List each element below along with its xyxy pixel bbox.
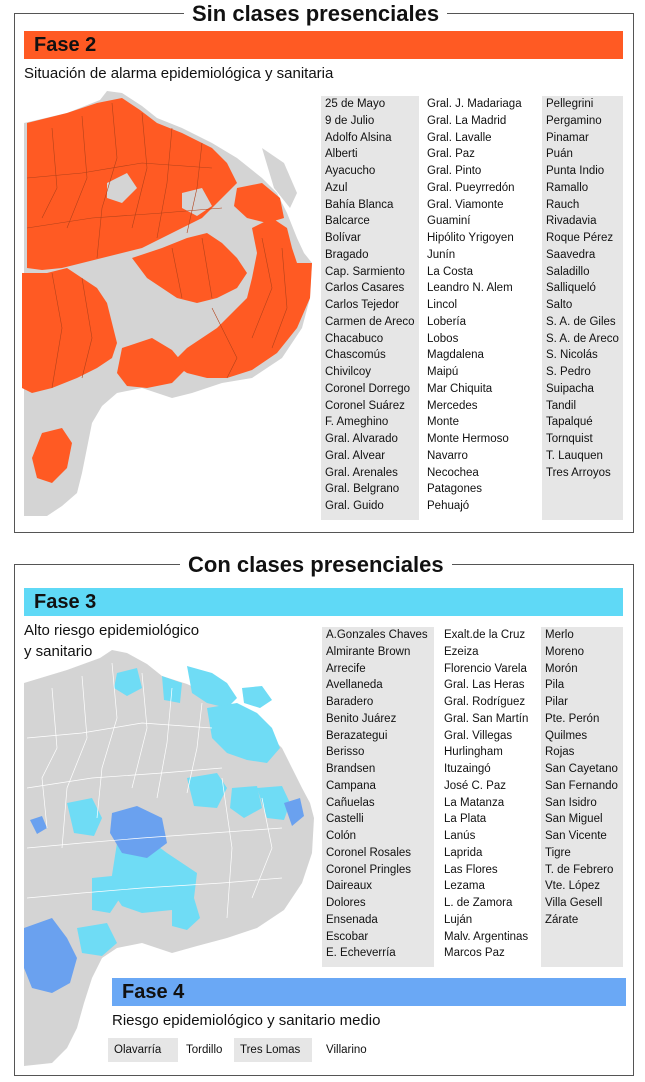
district-item: Cap. Sarmiento bbox=[325, 265, 405, 278]
fase2-label: Fase 2 bbox=[34, 34, 97, 56]
district-item: Pehuajó bbox=[427, 500, 470, 512]
district-item: Gral. San Martín bbox=[444, 712, 529, 725]
district-item: Monte Hermoso bbox=[427, 433, 509, 445]
district-item: Benito Juárez bbox=[326, 712, 397, 725]
district-item: San Vicente bbox=[545, 830, 607, 842]
district-item: Villa Gesell bbox=[545, 897, 603, 909]
district-item: Gral. Villegas bbox=[444, 729, 513, 742]
district-item: Berazategui bbox=[326, 729, 388, 742]
district-item: Merlo bbox=[545, 629, 574, 641]
district-item: Bragado bbox=[325, 248, 369, 261]
district-item: Mercedes bbox=[427, 399, 478, 412]
district-item: Bahía Blanca bbox=[325, 198, 394, 211]
district-item: Maipú bbox=[427, 366, 459, 378]
district-item: Berisso bbox=[326, 746, 365, 759]
district-item: José C. Paz bbox=[444, 779, 506, 792]
district-item: Campana bbox=[326, 779, 376, 792]
district-item: Gral. Las Heras bbox=[444, 679, 525, 692]
district-item: La Matanza bbox=[444, 796, 505, 809]
district-item: Gral. Pinto bbox=[427, 165, 482, 177]
fase3-subtitle-line1: Alto riesgo epidemiológico bbox=[24, 622, 200, 639]
district-item: Suipacha bbox=[546, 382, 594, 395]
fase2-bar bbox=[24, 31, 623, 59]
district-item: Azul bbox=[325, 181, 348, 194]
district-item: Adolfo Alsina bbox=[325, 131, 392, 144]
fase2-map bbox=[22, 88, 322, 518]
district-item: Pergamino bbox=[546, 114, 602, 127]
district-item: Necochea bbox=[427, 466, 479, 479]
district-item: Malv. Argentinas bbox=[444, 930, 529, 943]
district-item: Exalt.de la Cruz bbox=[444, 629, 526, 641]
district-item: Quilmes bbox=[545, 729, 588, 742]
district-item: Gral. Guido bbox=[325, 500, 384, 512]
district-item: S. A. de Giles bbox=[546, 315, 616, 328]
district-item: Lobos bbox=[427, 332, 459, 345]
district-item: Tigre bbox=[545, 846, 571, 859]
district-item: 25 de Mayo bbox=[325, 98, 386, 110]
district-item: Ensenada bbox=[326, 913, 378, 926]
district-item: San Fernando bbox=[545, 779, 618, 792]
fase3-label: Fase 3 bbox=[34, 591, 97, 613]
district-item: Pellegrini bbox=[546, 98, 594, 110]
district-item: Gral. Belgrano bbox=[325, 483, 400, 496]
district-item: La Costa bbox=[427, 265, 474, 278]
district-item: Gral. Arenales bbox=[325, 466, 398, 479]
district-item: Coronel Rosales bbox=[326, 846, 412, 859]
fase2-col-2 bbox=[423, 96, 539, 520]
district-item: L. de Zamora bbox=[444, 897, 513, 909]
district-item: La Plata bbox=[444, 813, 487, 826]
district-item: A.Gonzales Chaves bbox=[326, 629, 428, 641]
district-item: Cañuelas bbox=[326, 796, 375, 809]
district-item: Gral. Pueyrredón bbox=[427, 181, 515, 194]
bottom-panel-title: Con clases presenciales bbox=[180, 551, 452, 579]
district-item: Chacabuco bbox=[325, 332, 384, 345]
district-item: Marcos Paz bbox=[444, 947, 505, 960]
fase3-subtitle-line2: y sanitario bbox=[24, 643, 93, 660]
district-item: S. Pedro bbox=[546, 366, 591, 378]
district-item: Pte. Perón bbox=[545, 712, 600, 725]
district-item: Castelli bbox=[326, 813, 364, 826]
district-item: Balcarce bbox=[325, 215, 370, 228]
district-item: Gral. Viamonte bbox=[427, 198, 504, 211]
fase2-col-1 bbox=[321, 96, 419, 520]
fase4-item: Villarino bbox=[326, 1044, 367, 1056]
district-item: Morón bbox=[545, 662, 578, 675]
district-item: Dolores bbox=[326, 897, 366, 909]
district-item: Pinamar bbox=[546, 131, 589, 144]
district-item: Leandro N. Alem bbox=[427, 282, 513, 295]
fase4-item: Olavarría bbox=[108, 1038, 178, 1062]
district-item: Escobar bbox=[326, 930, 369, 943]
fase3-bar bbox=[24, 588, 623, 616]
district-item: Puán bbox=[546, 148, 573, 161]
district-item: Hurlingham bbox=[444, 746, 503, 759]
district-item: Navarro bbox=[427, 449, 468, 462]
district-item: S. Nicolás bbox=[546, 349, 598, 362]
district-item: Coronel Dorrego bbox=[325, 382, 411, 395]
fase4-subtitle: Riesgo epidemiológico y sanitario medio bbox=[112, 1012, 381, 1029]
district-item: Monte bbox=[427, 416, 459, 429]
district-item: Lezama bbox=[444, 880, 485, 893]
district-item: Bolívar bbox=[325, 232, 361, 244]
district-item: Zárate bbox=[545, 913, 579, 926]
district-item: Rauch bbox=[546, 198, 580, 211]
district-item: Carlos Tejedor bbox=[325, 299, 399, 311]
district-item: Alberti bbox=[325, 148, 358, 161]
fase4-item: Tres Lomas bbox=[234, 1038, 312, 1062]
district-item: Baradero bbox=[326, 696, 374, 708]
district-item: Moreno bbox=[545, 645, 584, 658]
district-item: Arrecife bbox=[326, 662, 366, 675]
district-item: Rojas bbox=[545, 746, 575, 759]
district-item: Lobería bbox=[427, 315, 467, 328]
fase4-label: Fase 4 bbox=[122, 981, 185, 1003]
district-item: Guaminí bbox=[427, 215, 471, 228]
district-item: Chascomús bbox=[325, 349, 386, 362]
district-item: Tornquist bbox=[546, 433, 593, 445]
district-item: Gral. J. Madariaga bbox=[427, 98, 522, 110]
district-item: Brandsen bbox=[326, 763, 376, 775]
fase3-col-3 bbox=[541, 627, 623, 967]
district-item: Gral. Alvear bbox=[325, 449, 386, 462]
district-item: Roque Pérez bbox=[546, 232, 614, 244]
district-item: Saavedra bbox=[546, 248, 596, 261]
district-item: Carmen de Areco bbox=[325, 315, 415, 328]
district-item: Lincol bbox=[427, 299, 458, 311]
district-item: Punta Indio bbox=[546, 165, 605, 177]
district-item: Laprida bbox=[444, 846, 483, 859]
district-item: Tapalqué bbox=[546, 416, 593, 429]
district-item: Vte. López bbox=[545, 880, 600, 893]
district-item: Gral. Alvarado bbox=[325, 433, 398, 445]
district-item: San Miguel bbox=[545, 813, 603, 826]
district-item: T. Lauquen bbox=[546, 449, 603, 462]
fase4-item: Tordillo bbox=[186, 1044, 223, 1056]
district-item: Patagones bbox=[427, 483, 482, 496]
district-item: Avellaneda bbox=[326, 679, 383, 692]
district-item: Salliqueló bbox=[546, 282, 596, 295]
district-item: Tres Arroyos bbox=[546, 466, 611, 479]
district-item: Colón bbox=[326, 830, 357, 842]
fase2-subtitle: Situación de alarma epidemiológica y sanitaria bbox=[24, 65, 334, 82]
district-item: Ayacucho bbox=[325, 165, 376, 177]
district-item: Gral. Lavalle bbox=[427, 131, 492, 144]
district-item: Lanús bbox=[444, 830, 476, 842]
district-item: Luján bbox=[444, 913, 473, 926]
district-item: San Cayetano bbox=[545, 763, 618, 775]
district-item: Daireaux bbox=[326, 880, 373, 893]
district-item: 9 de Julio bbox=[325, 114, 375, 127]
fase3-col-1 bbox=[322, 627, 434, 967]
district-item: Las Flores bbox=[444, 863, 498, 876]
district-item: Tandil bbox=[546, 399, 577, 412]
district-item: Mar Chiquita bbox=[427, 382, 493, 395]
fase2-col-3 bbox=[542, 96, 623, 520]
district-item: Salto bbox=[546, 299, 573, 311]
district-item: S. A. de Areco bbox=[546, 332, 619, 345]
district-item: Saladillo bbox=[546, 265, 590, 278]
district-item: E. Echeverría bbox=[326, 947, 396, 960]
district-item: Florencio Varela bbox=[444, 662, 527, 675]
district-item: Gral. La Madrid bbox=[427, 114, 507, 127]
district-item: Chivilcoy bbox=[325, 366, 372, 378]
district-item: Hipólito Yrigoyen bbox=[427, 232, 514, 244]
top-panel-title: Sin clases presenciales bbox=[184, 0, 447, 28]
district-item: Magdalena bbox=[427, 349, 484, 362]
district-item: Gral. Rodríguez bbox=[444, 696, 526, 708]
district-item: Coronel Suárez bbox=[325, 399, 405, 412]
district-item: Rivadavia bbox=[546, 215, 597, 228]
fase4-bar bbox=[112, 978, 626, 1006]
district-item: Pila bbox=[545, 679, 565, 692]
district-item: T. de Febrero bbox=[545, 863, 614, 876]
district-item: F. Ameghino bbox=[325, 416, 389, 429]
district-item: San Isidro bbox=[545, 796, 597, 809]
district-item: Junín bbox=[427, 248, 456, 261]
district-item: Pilar bbox=[545, 696, 569, 708]
district-item: Ramallo bbox=[546, 181, 589, 194]
district-item: Coronel Pringles bbox=[326, 863, 412, 876]
district-item: Ituzaingó bbox=[444, 763, 491, 775]
district-item: Carlos Casares bbox=[325, 282, 405, 295]
district-item: Almirante Brown bbox=[326, 645, 411, 658]
fase3-col-2 bbox=[440, 627, 540, 967]
district-item: Ezeiza bbox=[444, 645, 479, 658]
district-item: Gral. Paz bbox=[427, 148, 475, 161]
